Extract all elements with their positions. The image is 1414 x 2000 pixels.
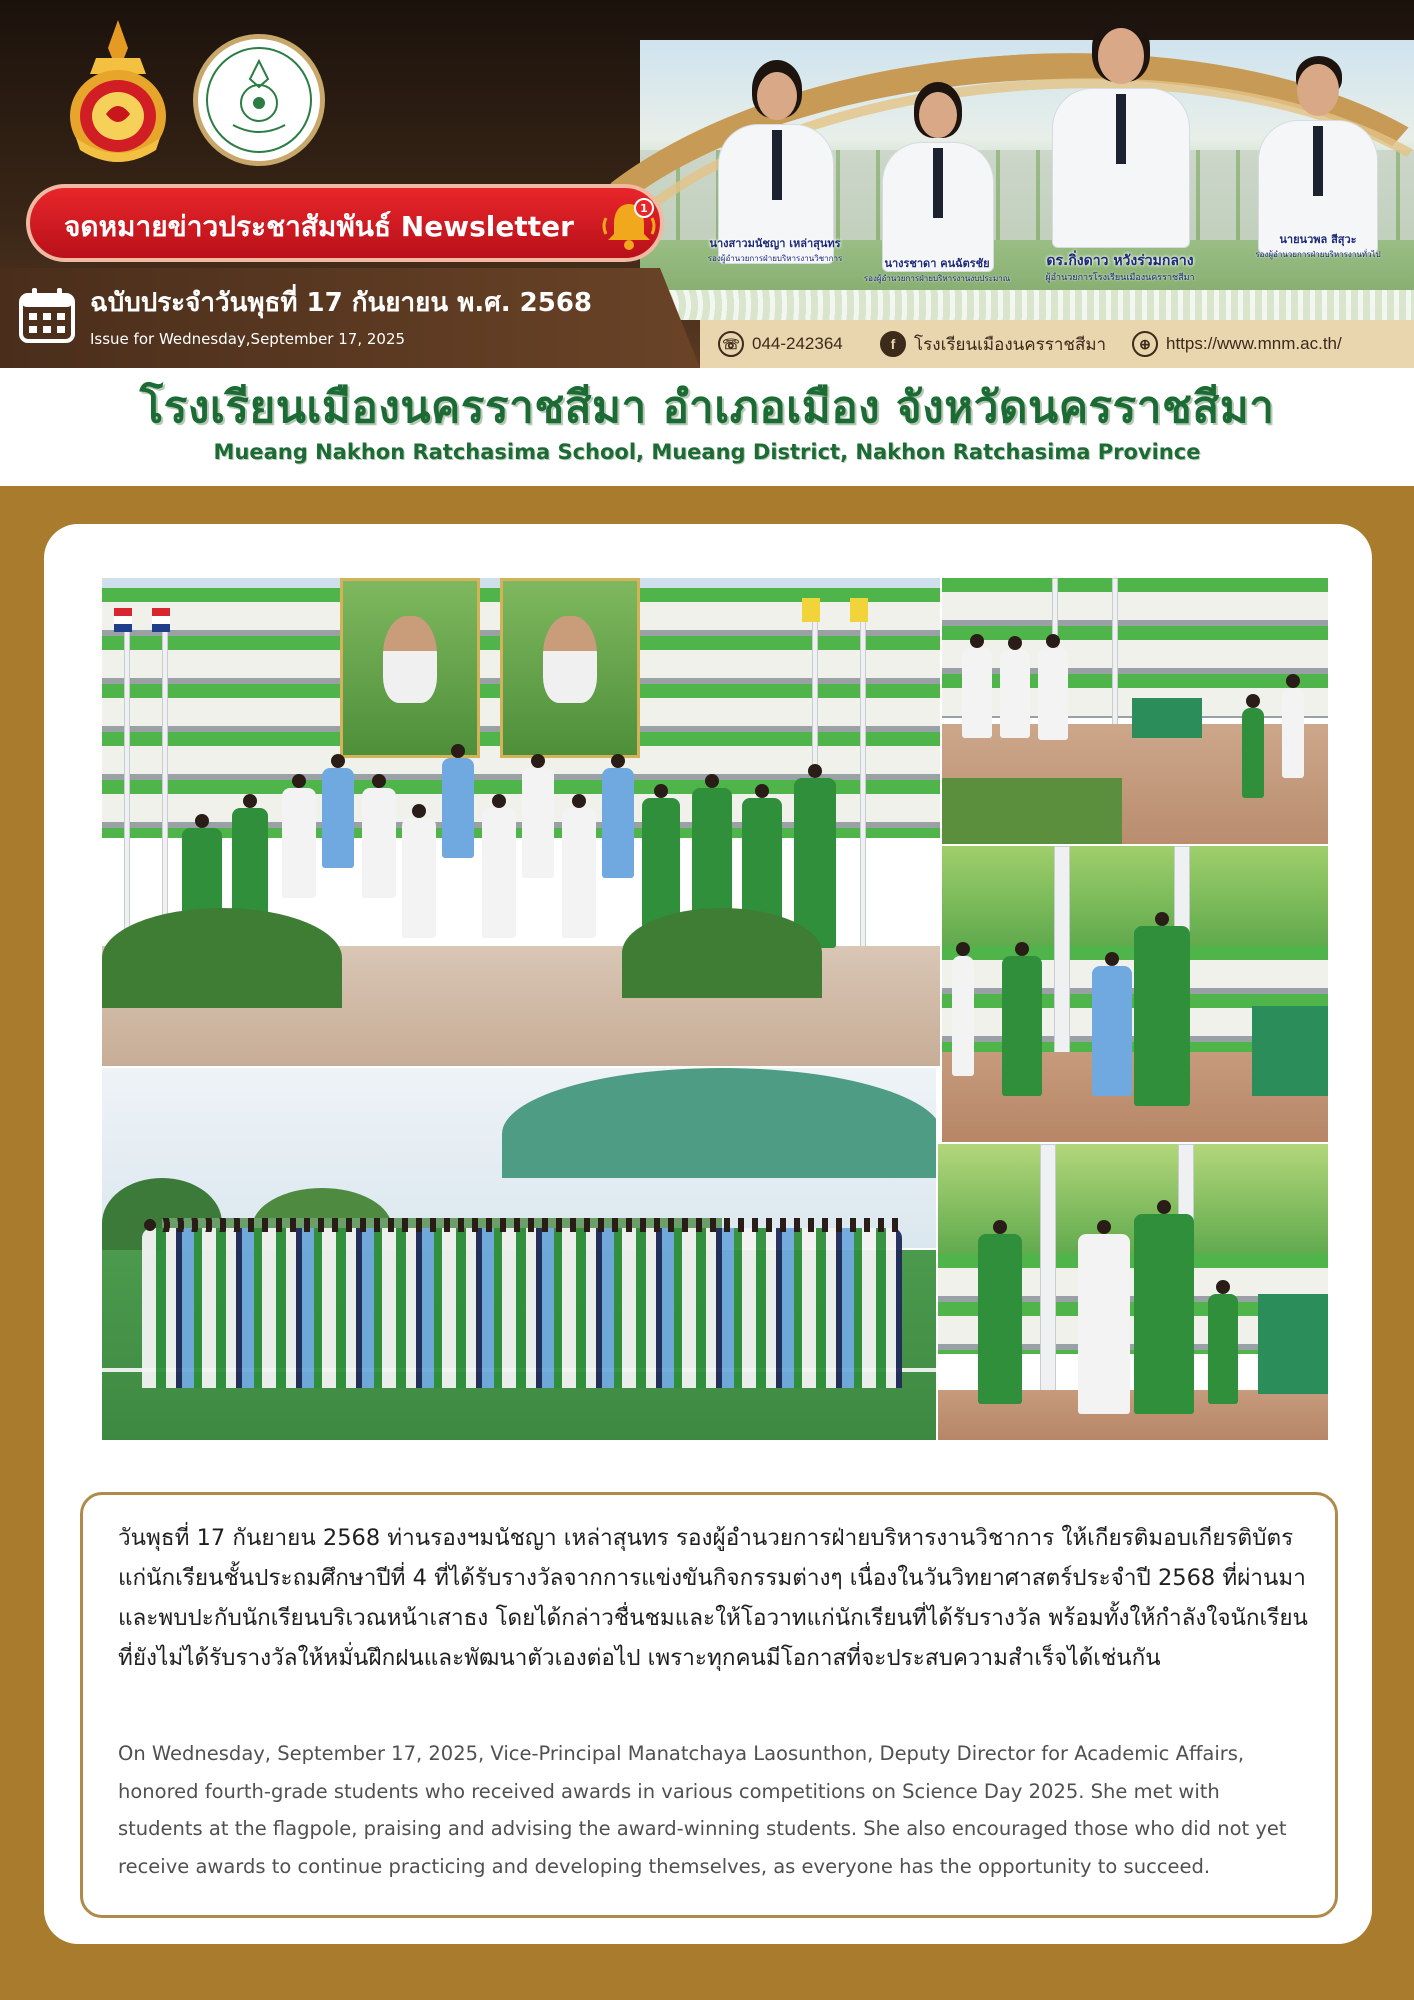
school-logo [193, 34, 325, 166]
admin-name: ดร.กิ่งดาว หวังร่วมกลาง [1046, 253, 1194, 269]
facebook-page-name: โรงเรียนเมืองนครราชสีมา [914, 334, 1107, 354]
admin-name: นางสาวมนัชญา เหล่าสุนทร [709, 237, 841, 250]
contact-website[interactable] [1132, 330, 1342, 358]
article-body-english: On Wednesday, September 17, 2025, Vice-Principal Manatchaya Laosunthon, Deputy Director for Academic Affairs, honored fourth-grade students who received awards in various competitions on Science Day 2025. She met with students at the flagpole, praising and advising the award-winning students. She also encouraged those who did not yet receive awards to continue practicing and developing themselves, as everyone has the opportunity to succeed. [118, 1742, 1287, 1878]
globe-icon: ⊕ [1132, 331, 1158, 357]
calendar-icon [18, 286, 76, 344]
administrator-3 [1238, 56, 1398, 276]
administrator-principal [1030, 14, 1210, 284]
issue-date-english: Issue for Wednesday,September 17, 2025 [90, 330, 406, 348]
administrator-1 [700, 60, 850, 270]
admin-name: นางรชาดา คนฉัตรชัย [884, 257, 990, 270]
admin-role: รองผู้อำนวยการฝ่ายบริหารงานทั่วไป [1255, 250, 1381, 259]
admin-role: ผู้อำนวยการโรงเรียนเมืองนครราชสีมา [1045, 273, 1195, 283]
photo-group-award [102, 578, 940, 1066]
emblem-logo [66, 18, 170, 166]
contact-facebook[interactable] [880, 330, 1106, 358]
phone-number: 044-242364 [752, 334, 843, 353]
admin-name: นายนวพล สีสุวะ [1279, 233, 1357, 246]
facebook-icon: f [880, 331, 906, 357]
administrator-2 [862, 82, 1012, 292]
bell-badge-count: 1 [640, 202, 648, 215]
admin-role: รองผู้อำนวยการฝ่ายบริหารงานงบประมาณ [863, 274, 1011, 283]
photo-assembly-field [102, 1068, 936, 1440]
website-url: https://www.mnm.ac.th/ [1166, 334, 1342, 353]
photo-certificate-presentation-1 [942, 846, 1328, 1142]
article-body-thai: วันพุธที่ 17 กันยายน 2568 ท่านรองฯมนัชญา เหล่าสุนทร รองผู้อำนวยการฝ่ายบริหารงานวิชาการ ให้เกียรติมอบเกียรติบัตรแก่นักเรียนชั้นประถมศึกษาปีที่ 4 ที่ได้รับรางวัลจากการแข่งขันกิจกรรมต่างๆ เนื่องในวันวิทยาศาสตร์ประจำปี 2568 ที่ผ่านมา และพบปะกับนักเรียนบริเวณหน้าเสาธง โดยได้กล่าวชื่นชมและให้โอวาทแก่นักเรียนที่ได้รับรางวัล พร้อมทั้งให้กำลังใจนักเรียนที่ยังไม่ได้รับรางวัลให้หมั่นฝึกฝนและพัฒนาตัวเองต่อไป เพราะทุกคนมีโอกาสที่จะประสบความสำเร็จได้เช่นกัน [118, 1525, 1308, 1671]
newsletter-label: จดหมายข่าวประชาสัมพันธ์ Newsletter [64, 210, 574, 243]
photo-certificate-presentation-2 [938, 1144, 1328, 1440]
school-name-english: Mueang Nakhon Ratchasima School, Mueang District, Nakhon Ratchasima Province [213, 440, 1201, 464]
photo-flagpole-students [942, 578, 1328, 844]
school-name-thai: โรงเรียนเมืองนครราชสีมา อำเภอเมือง จังหวัดนครราชสีมา [139, 382, 1275, 433]
admin-role: รองผู้อำนวยการฝ่ายบริหารงานวิชาการ [707, 254, 843, 263]
newsletter-label-pill [26, 184, 664, 262]
issue-date-thai: ฉบับประจำวันพุธที่ 17 กันยายน พ.ศ. 2568 [90, 288, 593, 318]
bell-icon [598, 194, 660, 256]
phone-icon: ☏ [718, 331, 744, 357]
contact-phone[interactable] [718, 330, 843, 358]
